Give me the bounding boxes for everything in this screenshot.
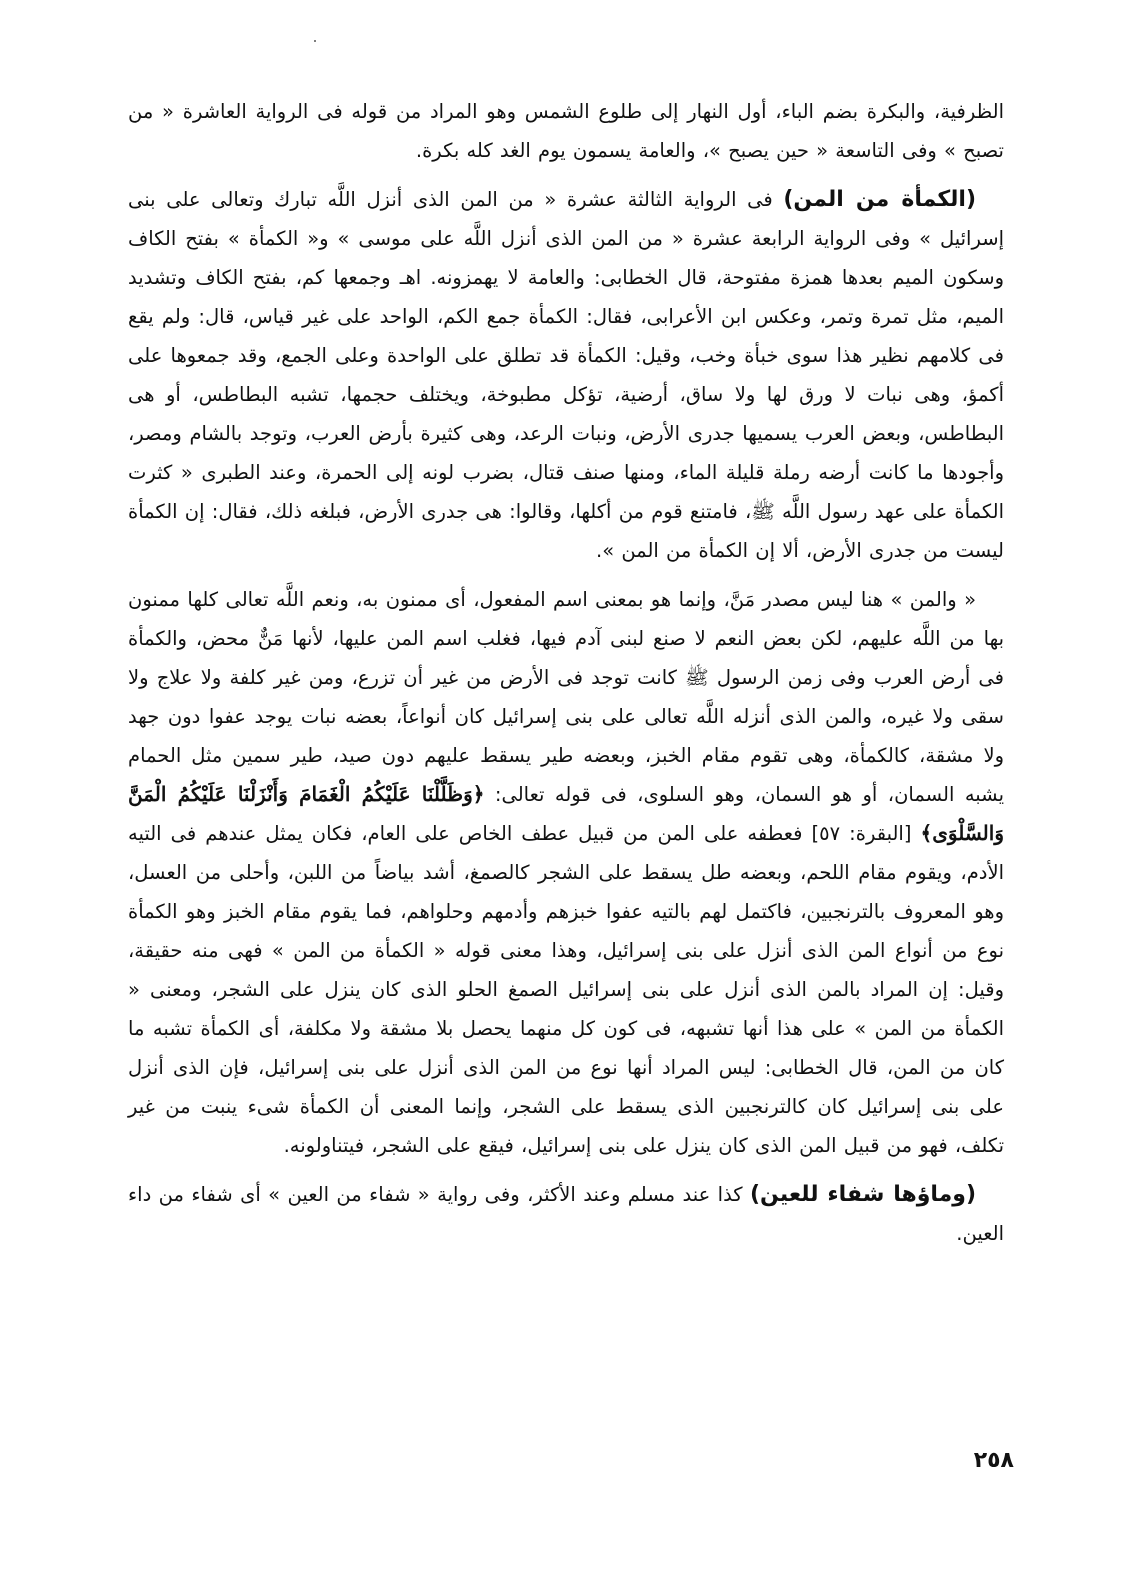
paragraph-mann-text-a: « والمن » هنا ليس مصدر مَنَّ، وإنما هو بمعنى اسم المفعول، أى ممنون به، ونعم اللَّه تعالى كلها ممنون بها من اللَّه عليهم، لكن بعض النعم لا صنع لبنى آدم فيها، فغلب اسم المن عليها، لأنها مَنٌّ محض، والكمأة فى أرض العرب وفى زمن الرسول ﷺ كانت توجد فى الأرض من غير أن تزرع، ومن غير كلفة ولا علاج ولا سقى ولا غيره، والمن الذى أنزله اللَّه تعالى على بنى إسرائيل كان أنواعاً، بعضه نبات يوجد عفوا دون جهد ولا مشقة، كالكمأة، وهى تقوم مقام الخبز، وبعضه طير يسقط عليهم دون صيد، طير سمين مثل الحمام يشبه السمان، أو هو السمان، وهو السلوى، فى قوله تعالى:	[128, 588, 1005, 806]
paragraph-water	[128, 1175, 1004, 1253]
heading-water: (وماؤها شفاء للعين)	[750, 1182, 976, 1207]
paragraph-mann	[128, 580, 1004, 1165]
heading-kamaa: (الكمأة من المن)	[783, 187, 976, 212]
paragraph-kamaa	[128, 180, 1004, 570]
quran-verse: ﴿وَظَلَّلْنَا عَلَيْكُمُ الْغَمَامَ وَأَنْزَلْنَا عَلَيْكُمُ الْمَنَّ وَالسَّلْوَى﴾	[128, 782, 1004, 845]
document-page	[128, 92, 1004, 1253]
page-number: ٢٥٨	[973, 1448, 1014, 1473]
paragraph-mann-text-b: [البقرة: ٥٧] فعطفه على المن من قبيل عطف الخاص على العام، فكان يمثل عندهم فى التيه الأدم، ويقوم مقام اللحم، وبعضه طل يسقط على الشجر كالصمغ، أشد بياضاً من اللبن، وأحلى من العسل، وهو المعروف بالترنجبين، فاكتمل لهم بالتيه عفوا خبزهم وأدمهم وحلواهم، فما يقوم مقام الخبز وهو الكمأة نوع من أنواع المن الذى أنزل على بنى إسرائيل، وهذا معنى قوله « الكمأة من المن » فهى منه حقيقة، وقيل: إن المراد بالمن الذى أنزل على بنى إسرائيل الصمغ الحلو الذى كان ينزل على الشجر، ومعنى « الكمأة من المن » على هذا أنها تشبهه، فى كون كل منهما يحصل بلا مشقة ولا مكلفة، أى الكمأة تشبه ما كان من المن، قال الخطابى: ليس المراد أنها نوع من المن الذى أنزل على بنى إسرائيل، فإن الذى أنزل على بنى إسرائيل كان كالترنجبين الذى يسقط على الشجر، وإنما المعنى أن الكمأة شىء ينبت من غير تكلف، فهو من قبيل المن الذى كان ينزل على بنى إسرائيل، فيقع على الشجر، فيتناولونه.	[128, 822, 1004, 1157]
paragraph-kamaa-text: فى الرواية الثالثة عشرة « من المن الذى أنزل اللَّه تبارك وتعالى على بنى إسرائيل » وفى الرواية الرابعة عشرة « من المن الذى أنزل اللَّه على موسى » و« الكمأة » بفتح الكاف وسكون الميم بعدها همزة مفتوحة، قال الخطابى: والعامة لا يهمزونه. اهـ وجمعها كم، بفتح الكاف وتشديد الميم، مثل تمرة وتمر، وعكس ابن الأعرابى، فقال: الكمأة جمع الكم، الواحد على غير قياس، قال: ولم يقع فى كلامهم نظير هذا سوى خبأة وخب، وقيل: الكمأة قد تطلق على الواحدة وعلى الجمع، وقد جمعوها على أكمؤ، وهى نبات لا ورق لها ولا ساق، أرضية، تؤكل مطبوخة، ويختلف حجمها، تشبه البطاطس، أو هى البطاطس، وبعض العرب يسميها جدرى الأرض، ونبات الرعد، وهى كثيرة بأرض العرب، وتوجد بالشام ومصر، وأجودها ما كانت أرضه رملة قليلة الماء، ومنها صنف قتال، بضرب لونه إلى الحمرة، وعند الطبرى « كثرت الكمأة على عهد رسول اللَّه ﷺ، فامتنع قوم من أكلها، وقالوا: هى جدرى الأرض، فبلغه ذلك، فقال: إن الكمأة ليست من جدرى الأرض، ألا إن الكمأة من المن ».	[128, 188, 1004, 562]
paragraph-intro: الظرفية، والبكرة بضم الباء، أول النهار إلى طلوع الشمس وهو المراد من قوله فى الرواية العاشرة « من تصبح » وفى التاسعة « حين يصبح »، والعامة يسمون يوم الغد كله بكرة.	[128, 100, 1004, 162]
scan-speck	[314, 40, 316, 42]
paragraph-water-text: كذا عند مسلم وعند الأكثر، وفى رواية « شفاء من العين » أى شفاء من داء العين.	[128, 1183, 1004, 1245]
